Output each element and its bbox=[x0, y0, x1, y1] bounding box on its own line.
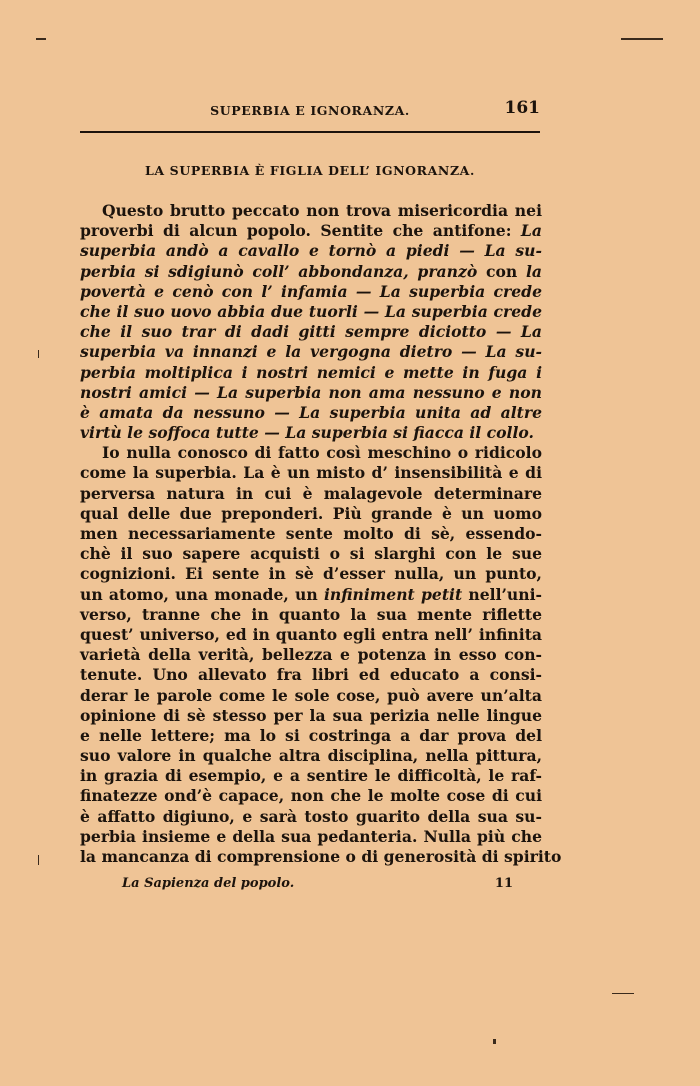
italic-run: che il suo trar di dadi gitti sempre diciotto — La bbox=[80, 322, 542, 342]
text-line bbox=[80, 423, 542, 443]
text-line bbox=[80, 262, 542, 282]
text-run: Io nulla conosco di fatto così meschino o ridicolo bbox=[102, 443, 542, 463]
text-run: in grazia di esempio, e a sentire le difficoltà, le raf- bbox=[80, 766, 542, 786]
text-run: un atomo, una monade, un bbox=[80, 584, 324, 604]
text-run: con bbox=[485, 261, 518, 281]
text-run: varietà della verità, bellezza e potenza in esso con- bbox=[80, 645, 542, 665]
text-line bbox=[80, 645, 542, 665]
scan-speck bbox=[621, 38, 663, 40]
text-line bbox=[80, 241, 542, 261]
section-title: LA SUPERBIA È FIGLIA DELL’ IGNORANZA. bbox=[145, 163, 475, 178]
text-run: quest’ universo, ed in quanto egli entra nell’ infinita bbox=[80, 624, 542, 644]
italic-run: perbia si sdigiunò coll’ abbondanza, pranzò bbox=[80, 261, 486, 281]
text-line bbox=[80, 847, 562, 867]
text-run: proverbi di alcun popolo. Sentite che antifone: bbox=[80, 221, 521, 241]
italic-run: superbia va innanzi e la vergogna dietro — La su- bbox=[80, 342, 542, 362]
text-line bbox=[80, 585, 542, 605]
text-line bbox=[80, 403, 542, 423]
body-text bbox=[80, 201, 562, 867]
text-line bbox=[80, 201, 542, 221]
text-run: derar le parole come le sole cose, può avere un’alta bbox=[80, 685, 542, 705]
text-line bbox=[80, 484, 542, 504]
text-run: qual delle due preponderi. Più grande è un uomo bbox=[80, 503, 542, 523]
text-line bbox=[80, 383, 542, 403]
text-run: come la superbia. La è un misto d’ insensibilità e di bbox=[80, 463, 542, 483]
italic-run: la bbox=[517, 261, 542, 281]
text-run: nell’uni- bbox=[462, 584, 542, 604]
text-run: opinione di sè stesso per la sua perizia nelle lingue bbox=[80, 705, 542, 725]
text-line bbox=[80, 363, 542, 383]
text-line bbox=[80, 322, 542, 342]
page-number: 161 bbox=[504, 98, 540, 118]
italic-run: che il suo uovo abbia due tuorli — La superbia crede bbox=[80, 301, 542, 321]
text-line bbox=[80, 665, 542, 685]
text-line bbox=[80, 766, 542, 786]
text-run: cognizioni. Ei sente in sè d’esser nulla, un punto, bbox=[80, 564, 542, 584]
footer-book-title: La Sapienza del popolo. bbox=[122, 876, 295, 891]
header-rule bbox=[80, 131, 540, 133]
text-run: perversa natura in cui è malagevole determinare bbox=[80, 483, 542, 503]
text-run: Questo brutto peccato non trova misericordia nei bbox=[102, 201, 542, 220]
text-line bbox=[80, 827, 542, 847]
scan-speck bbox=[493, 1039, 496, 1044]
italic-run: povertà e cenò con l’ infamia — La superbia crede bbox=[80, 281, 542, 301]
text-run: perbia insieme e della sua pedanteria. Nulla più che bbox=[80, 826, 542, 846]
text-run: chè il suo sapere acquisti o si slarghi con le sue bbox=[80, 544, 542, 564]
italic-run: infiniment petit bbox=[323, 584, 463, 604]
running-head bbox=[80, 98, 540, 127]
text-run: verso, tranne che in quanto la sua mente riflette bbox=[80, 604, 542, 624]
italic-run: superbia andò a cavallo e tornò a piedi — La su- bbox=[80, 241, 542, 261]
text-run: tenute. Uno allevato fra libri ed educato a consi- bbox=[80, 665, 542, 685]
text-line bbox=[80, 463, 542, 483]
text-line bbox=[80, 443, 542, 463]
text-line bbox=[80, 807, 542, 827]
text-line bbox=[80, 302, 542, 322]
italic-run: virtù le soffoca tutte — La superbia si fiacca il collo. bbox=[80, 423, 534, 443]
text-run: e nelle lettere; ma lo si costringa a dar prova del bbox=[80, 725, 542, 745]
running-title: SUPERBIA E IGNORANZA. bbox=[210, 103, 410, 118]
text-line bbox=[80, 605, 542, 625]
text-line bbox=[80, 544, 542, 564]
text-line bbox=[80, 524, 542, 544]
text-line bbox=[80, 726, 542, 746]
text-line bbox=[80, 504, 542, 524]
text-run: è affatto digiuno, e sarà tosto guarito della sua su- bbox=[80, 806, 542, 826]
text-line bbox=[80, 746, 542, 766]
scan-speck bbox=[36, 38, 46, 40]
text-line bbox=[80, 706, 542, 726]
text-line bbox=[80, 221, 542, 241]
scan-speck bbox=[612, 993, 634, 994]
scan-speck bbox=[38, 350, 39, 358]
italic-run: perbia moltiplica i nostri nemici e mette in fuga i bbox=[80, 362, 542, 382]
text-run: la mancanza di comprensione o di generosità di spirito bbox=[80, 847, 562, 866]
text-run: finatezze ond’è capace, non che le molte cose di cui bbox=[80, 786, 542, 806]
text-line bbox=[80, 625, 542, 645]
scan-speck bbox=[38, 855, 39, 865]
page-footer bbox=[122, 876, 518, 896]
text-line bbox=[80, 282, 542, 302]
text-run: suo valore in qualche altra disciplina, nella pittura, bbox=[80, 746, 542, 766]
text-line bbox=[80, 342, 542, 362]
text-line bbox=[80, 786, 542, 806]
text-run: men necessariamente sente molto di sè, essendo- bbox=[80, 524, 542, 543]
text-line bbox=[80, 686, 542, 706]
text-line bbox=[80, 564, 542, 584]
italic-run: nostri amici — La superbia non ama nessuno e non bbox=[80, 382, 542, 402]
italic-run: è amata da nessuno — La superbia unita ad altre bbox=[80, 402, 542, 422]
signature-mark: 11 bbox=[494, 876, 513, 891]
italic-run: La bbox=[520, 221, 542, 241]
